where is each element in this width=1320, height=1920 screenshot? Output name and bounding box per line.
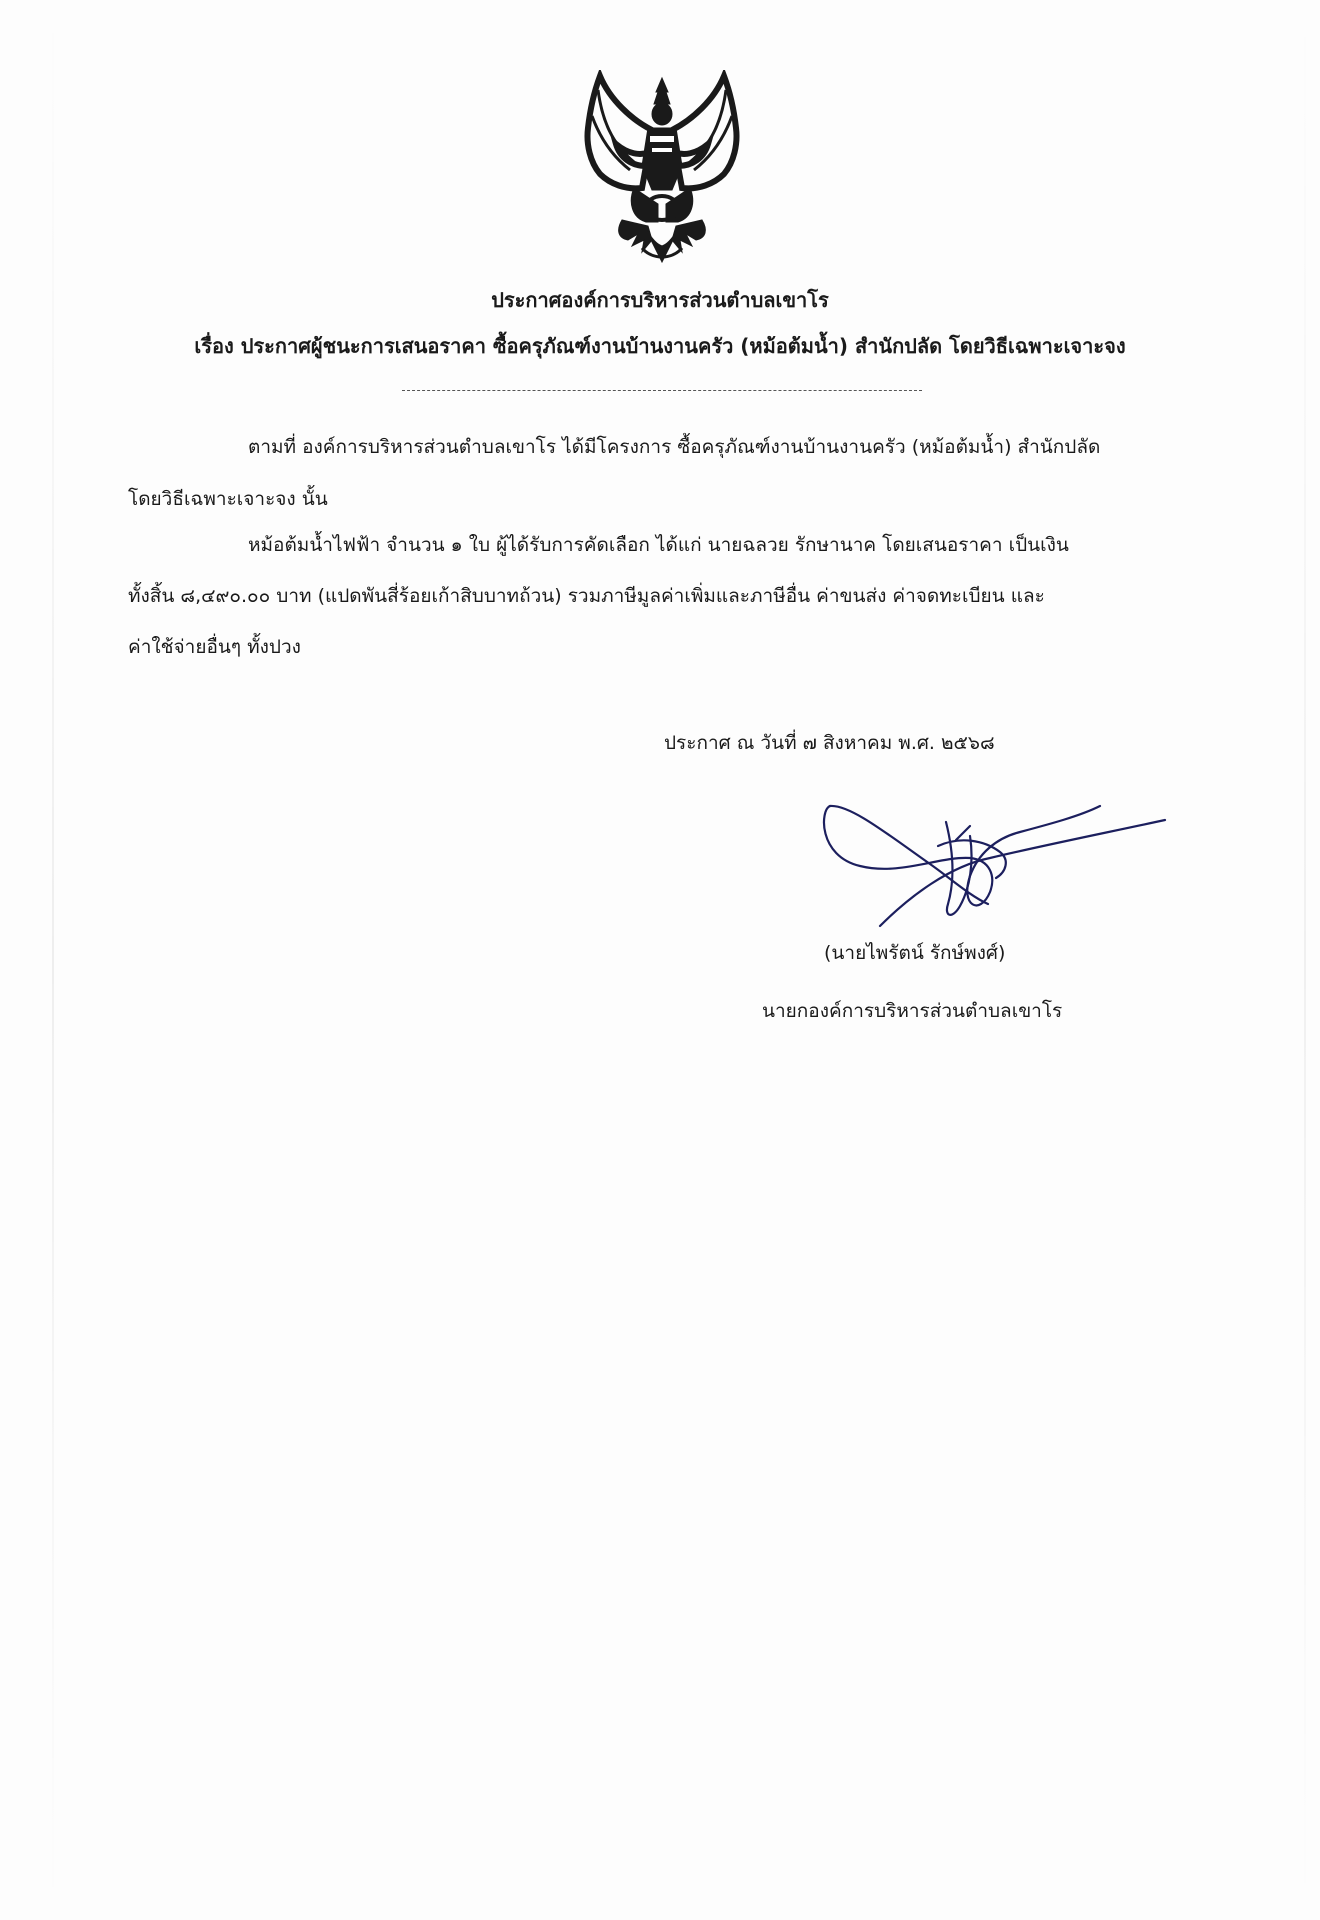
signer-position: นายกองค์การบริหารส่วนตำบลเขาโร xyxy=(762,1000,1063,1022)
paragraph-2-line-3: ค่าใช้จ่ายอื่นๆ ทั้งปวง xyxy=(128,636,301,658)
document-subject: เรื่อง ประกาศผู้ชนะการเสนอราคา ซื้อครุภัณฑ์งานบ้านงานครัว (หม้อต้มน้ำ) สำนักปลัด โดยวิธีเฉพาะเจาะจง xyxy=(194,334,1126,358)
signer-name: (นายไพรัตน์ รักษ์พงศ์) xyxy=(824,942,1006,964)
paragraph-1-line-1: ตามที่ องค์การบริหารส่วนตำบลเขาโร ได้มีโครงการ ซื้อครุภัณฑ์งานบ้านงานครัว (หม้อต้มน้ำ) สำนักปลัด xyxy=(248,436,1101,458)
garuda-emblem-icon xyxy=(572,70,752,270)
announcement-date: ประกาศ ณ วันที่ ๗ สิงหาคม พ.ศ. ๒๕๖๘ xyxy=(664,732,995,754)
paragraph-2-line-2: ทั้งสิ้น ๘,๔๙๐.๐๐ บาท (แปดพันสี่ร้อยเก้าสิบบาทถ้วน) รวมภาษีมูลค่าเพิ่มและภาษีอื่น ค่าขนส่ง ค่าจดทะเบียน และ xyxy=(128,585,1045,607)
document-title: ประกาศองค์การบริหารส่วนตำบลเขาโร xyxy=(491,288,829,312)
signature-icon xyxy=(820,796,1170,936)
paragraph-2-line-1: หม้อต้มน้ำไฟฟ้า จำนวน ๑ ใบ ผู้ได้รับการคัดเลือก ได้แก่ นายฉลวย รักษานาค โดยเสนอราคา เป็นเงิน xyxy=(248,534,1069,556)
paragraph-1-line-2: โดยวิธีเฉพาะเจาะจง นั้น xyxy=(128,488,328,510)
title-divider xyxy=(402,390,922,391)
